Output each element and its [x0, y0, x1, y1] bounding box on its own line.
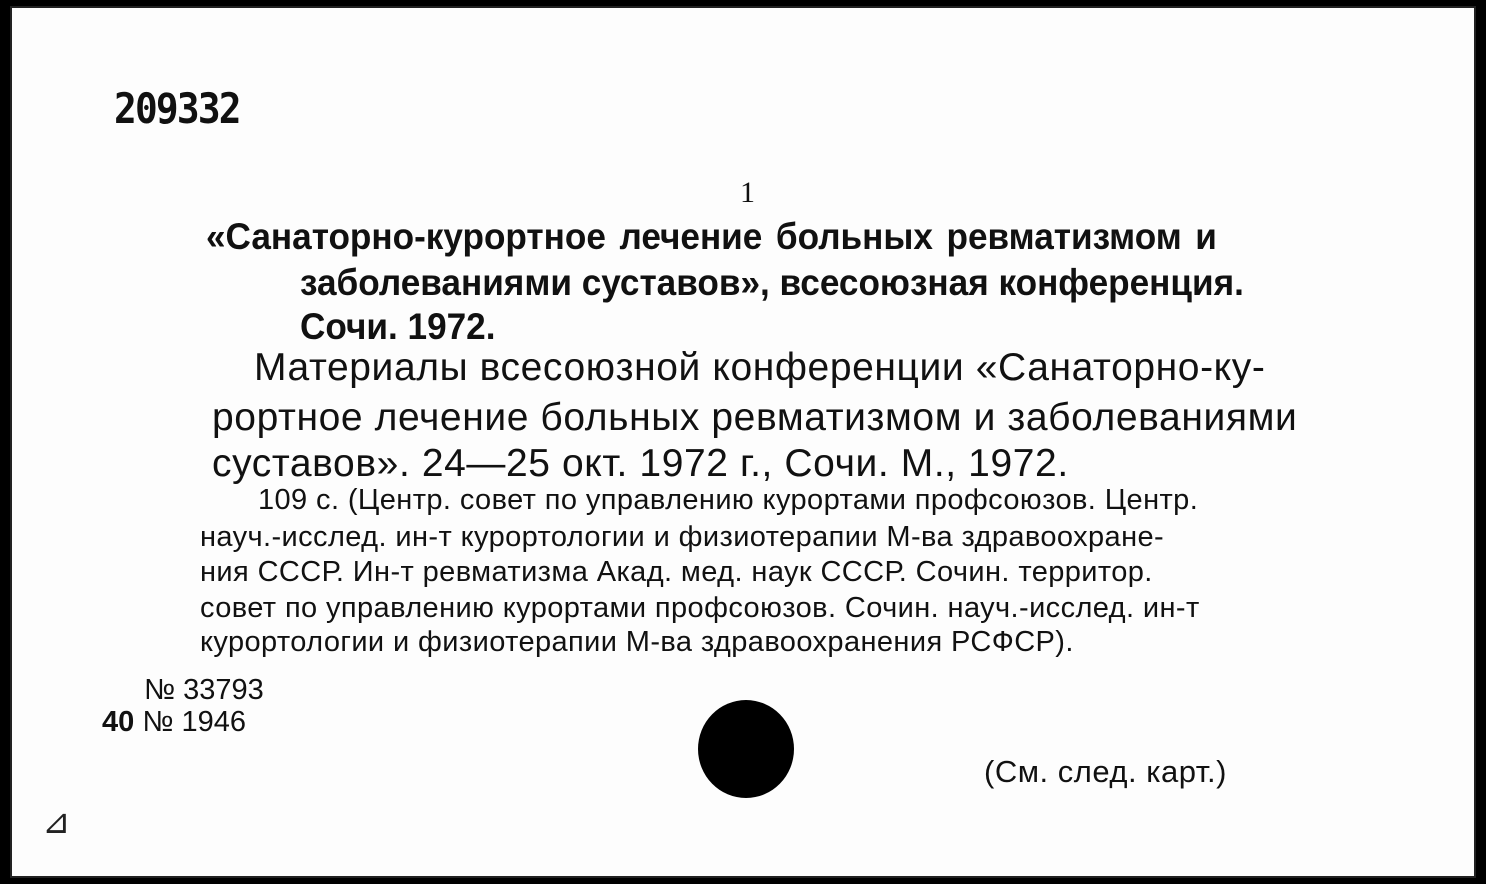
title-line-2: заболеваниями суставов», всесоюзная конференция.: [300, 262, 1244, 303]
title-line-3: Сочи. 1972.: [300, 306, 496, 347]
title-line-1: «Санаторно-курортное лечение больных ревматизмом и: [206, 216, 1217, 257]
continuation-note: (См. след. карт.): [984, 754, 1227, 789]
corner-mark: ⊿: [42, 802, 71, 842]
handwritten-number: 209332: [114, 84, 240, 133]
card-number: 1: [740, 176, 755, 209]
body-line-3: суставов». 24—25 окт. 1972 г., Сочи. М., 1972.: [212, 442, 1069, 485]
reference-number-2-text: № 1946: [142, 706, 247, 738]
reference-prefix: 40: [102, 706, 135, 738]
note-line-1: 109 с. (Центр. совет по управлению курортами профсоюзов. Центр.: [258, 484, 1199, 516]
note-line-4: совет по управлению курортами профсоюзов. Сочин. науч.-исслед. ин-т: [200, 592, 1200, 624]
punch-hole: [698, 700, 794, 798]
body-line-1: Материалы всесоюзной конференции «Санаторно-ку-: [254, 346, 1266, 389]
reference-number-1: № 33793: [144, 674, 264, 706]
catalog-card: [10, 6, 1476, 878]
reference-number-2: [102, 706, 246, 739]
note-line-5: курортологии и физиотерапии М-ва здравоохранения РСФСР).: [200, 626, 1074, 658]
note-line-2: науч.-исслед. ин-т курортологии и физиотерапии М-ва здравоохране-: [200, 521, 1165, 553]
note-line-3: ния СССР. Ин-т ревматизма Акад. мед. наук СССР. Сочин. территор.: [200, 556, 1153, 588]
body-line-2: рортное лечение больных ревматизмом и заболеваниями: [212, 396, 1298, 439]
